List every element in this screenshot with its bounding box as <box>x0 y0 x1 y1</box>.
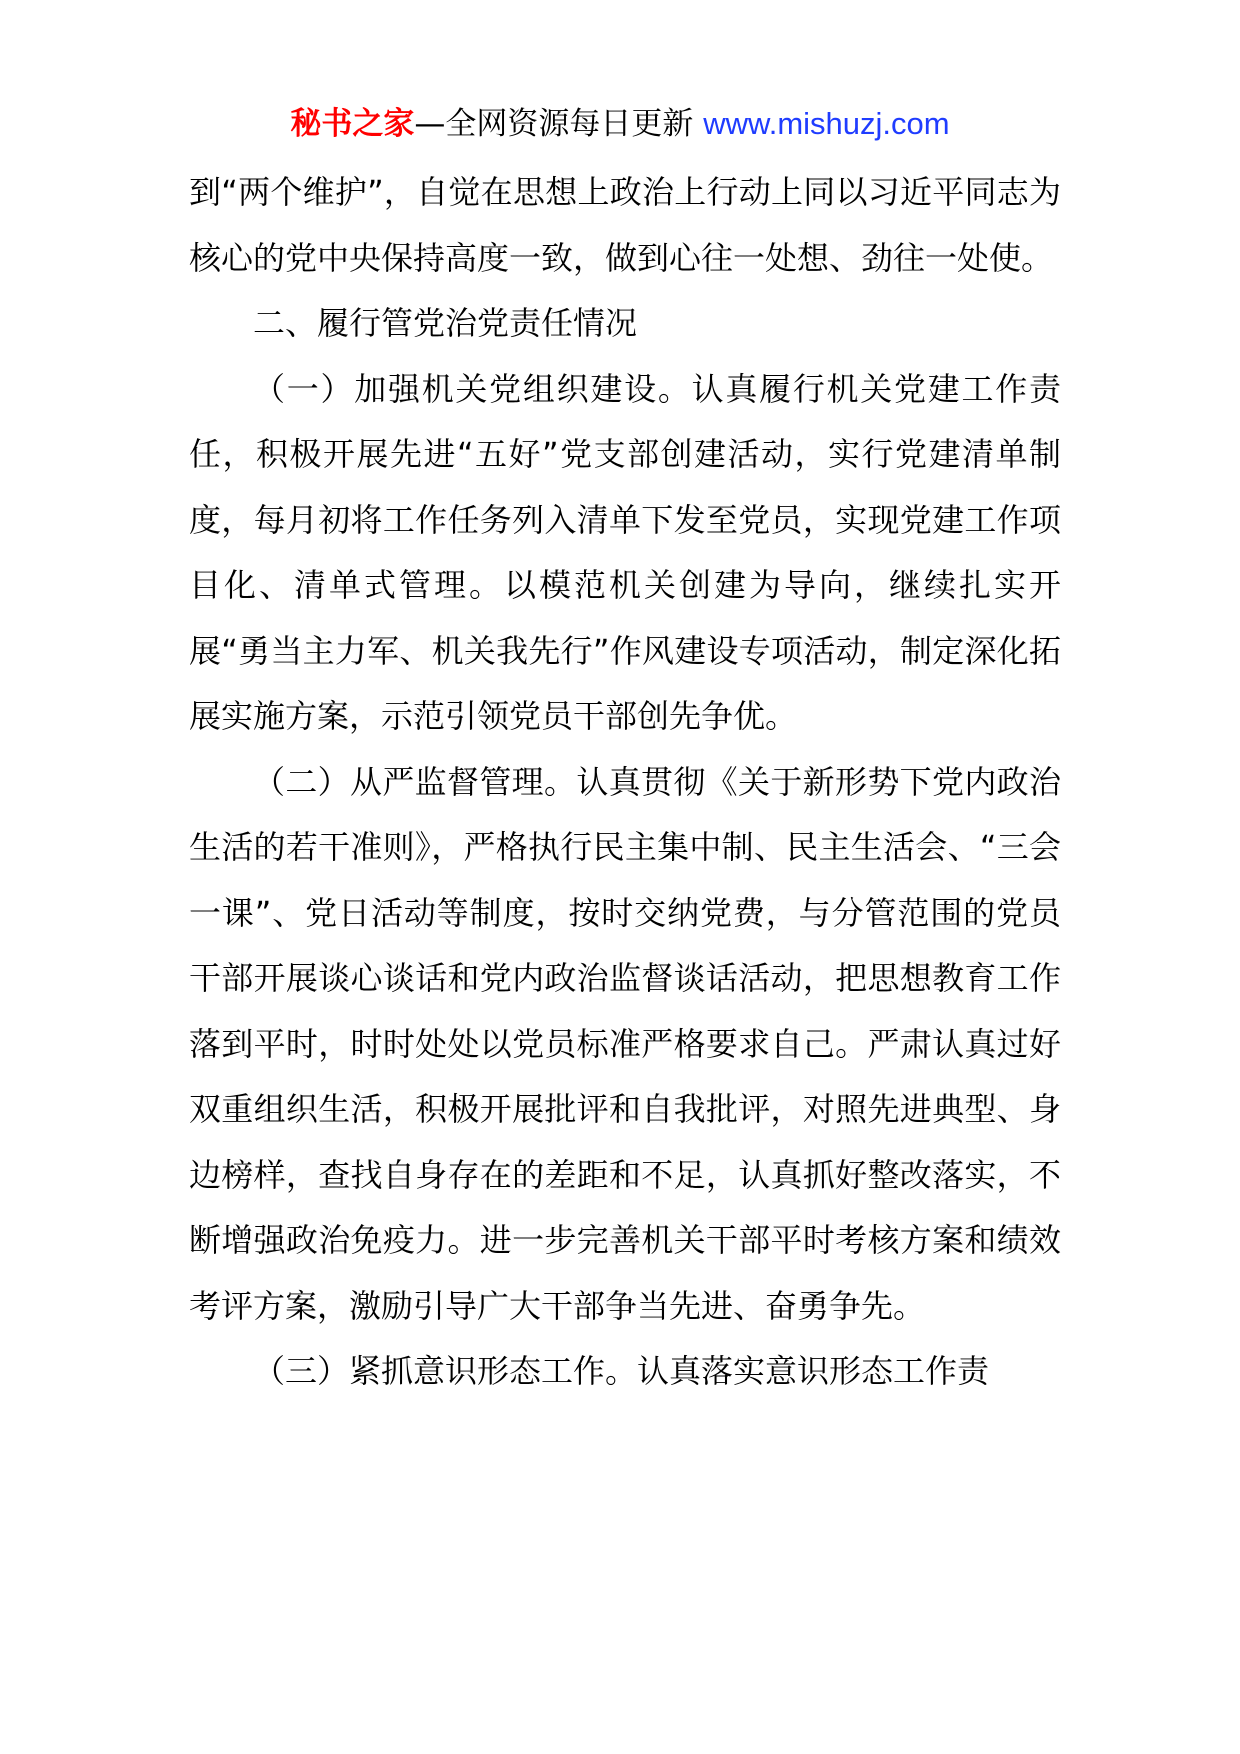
paragraph-continuation: 到“两个维护”，自觉在思想上政治上行动上同以习近平同志为核心的党中央保持高度一致，做到心往一处想、劲往一处使。 <box>189 173 1061 277</box>
site-tagline: —全网资源每日更新 <box>414 106 704 142</box>
site-brand: 秘书之家 <box>290 106 415 142</box>
page-header <box>0 100 1240 148</box>
paragraph-party-organization: （一）加强机关党组织建设。认真履行机关党建工作责任，积极开展先进“五好”党支部创建活动，实行党建清单制度，每月初将工作任务列入清单下发至党员，实现党建工作项目化、清单式管理。以模范机关创建为导向，继续扎实开展“勇当主力军、机关我先行”作风建设专项活动，制定深化拓展实施方案，示范引领党员干部创先争优。 <box>189 369 1061 735</box>
paragraph-supervision: （二）从严监督管理。认真贯彻《关于新形势下党内政治生活的若干准则》，严格执行民主集中制、民主生活会、“三会一课”、党日活动等制度，按时交纳党费，与分管范围的党员干部开展谈心谈话和党内政治监督谈话活动，把思想教育工作落到平时，时时处处以党员标准严格要求自己。严肃认真过好双重组织生活，积极开展批评和自我批评，对照先进典型、身边榜样，查找自身存在的差距和不足，认真抓好整改落实，不断增强政治免疫力。进一步完善机关干部平时考核方案和绩效考评方案，激励引导广大干部争当先进、奋勇争先。 <box>189 762 1061 1325</box>
paragraph-ideology: （三）紧抓意识形态工作。认真落实意识形态工作责 <box>253 1352 990 1390</box>
section-heading: 二、履行管党治党责任情况 <box>253 304 638 342</box>
document-body <box>189 160 1061 1405</box>
site-url-link[interactable]: www.mishuzj.com <box>703 106 950 141</box>
